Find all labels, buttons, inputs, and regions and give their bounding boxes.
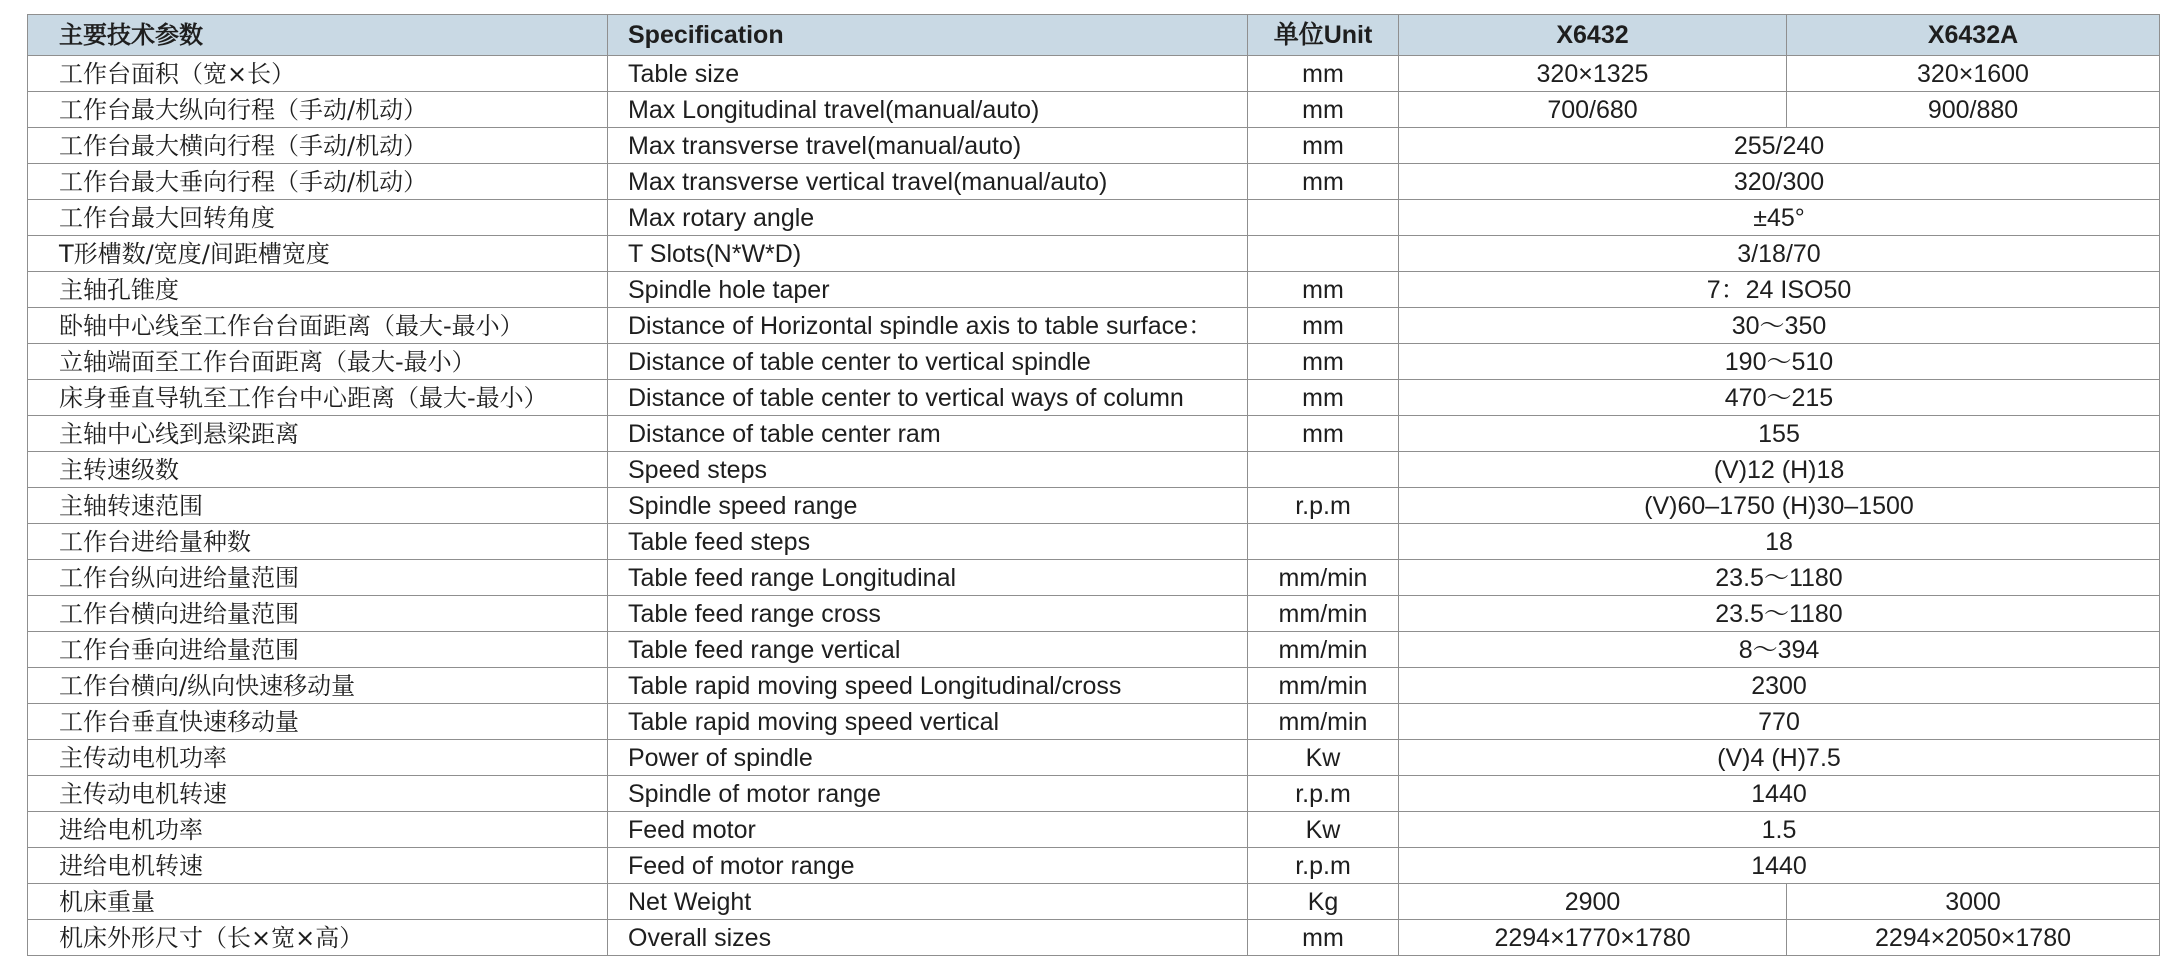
param-value-x6432a: 3000 (1787, 884, 2160, 920)
table-row (28, 668, 2160, 704)
table-row (28, 524, 2160, 560)
table-row (28, 488, 2160, 524)
param-unit: mm (1248, 92, 1399, 128)
param-unit: mm (1248, 308, 1399, 344)
param-name-en: Table feed range Longitudinal (608, 560, 1248, 596)
param-value-shared: 770 (1399, 704, 2160, 740)
param-value-shared: 8～394 (1399, 632, 2160, 668)
param-value-x6432a: 900/880 (1787, 92, 2160, 128)
param-name-en: Overall sizes (608, 920, 1248, 956)
table-row (28, 704, 2160, 740)
param-name-cn: 工作台垂直快速移动量 (28, 704, 608, 740)
param-name-cn: 主转速级数 (28, 452, 608, 488)
param-name-en: Table rapid moving speed vertical (608, 704, 1248, 740)
param-name-cn: 工作台最大横向行程（手动/机动） (28, 128, 608, 164)
param-value-x6432a: 320×1600 (1787, 56, 2160, 92)
param-value-shared: 190～510 (1399, 344, 2160, 380)
param-value-shared: ±45° (1399, 200, 2160, 236)
spec-table (27, 14, 2160, 956)
param-name-cn: 工作台进给量种数 (28, 524, 608, 560)
table-row (28, 560, 2160, 596)
param-name-en: Table size (608, 56, 1248, 92)
table-row (28, 272, 2160, 308)
param-name-en: Distance of Horizontal spindle axis to table surface： (608, 308, 1248, 344)
param-value-shared: (V)12 (H)18 (1399, 452, 2160, 488)
param-unit: Kw (1248, 812, 1399, 848)
table-row (28, 416, 2160, 452)
param-name-cn: 主传动电机转速 (28, 776, 608, 812)
param-name-en: Table feed range cross (608, 596, 1248, 632)
param-unit: Kg (1248, 884, 1399, 920)
table-row (28, 812, 2160, 848)
param-name-en: Distance of table center to vertical spindle (608, 344, 1248, 380)
param-name-en: Speed steps (608, 452, 1248, 488)
param-unit: mm/min (1248, 560, 1399, 596)
param-name-en: Feed motor (608, 812, 1248, 848)
param-value-shared: 320/300 (1399, 164, 2160, 200)
param-name-en: Spindle speed range (608, 488, 1248, 524)
param-unit: r.p.m (1248, 848, 1399, 884)
param-name-en: Table feed steps (608, 524, 1248, 560)
table-row (28, 380, 2160, 416)
param-value-shared: 18 (1399, 524, 2160, 560)
param-name-cn: 主轴转速范围 (28, 488, 608, 524)
param-unit: mm/min (1248, 596, 1399, 632)
param-unit: mm (1248, 56, 1399, 92)
table-row (28, 128, 2160, 164)
param-value-shared: 155 (1399, 416, 2160, 452)
header-model-x6432: X6432 (1399, 15, 1787, 56)
param-unit: mm (1248, 272, 1399, 308)
param-unit: r.p.m (1248, 776, 1399, 812)
table-row (28, 452, 2160, 488)
param-unit: mm/min (1248, 668, 1399, 704)
param-value-shared: 1.5 (1399, 812, 2160, 848)
param-name-en: Max transverse travel(manual/auto) (608, 128, 1248, 164)
header-cn: 主要技术参数 (28, 15, 608, 56)
table-row (28, 848, 2160, 884)
param-value-x6432: 320×1325 (1399, 56, 1787, 92)
param-value-shared: 1440 (1399, 848, 2160, 884)
param-unit: Kw (1248, 740, 1399, 776)
param-name-cn: 工作台横向/纵向快速移动量 (28, 668, 608, 704)
param-name-cn: 工作台横向进给量范围 (28, 596, 608, 632)
param-unit (1248, 236, 1399, 272)
param-name-en: Net Weight (608, 884, 1248, 920)
table-row (28, 740, 2160, 776)
param-name-cn: 工作台面积（宽×长） (28, 56, 608, 92)
table-row (28, 236, 2160, 272)
param-name-cn: 机床外形尺寸（长×宽×高） (28, 920, 608, 956)
param-value-x6432: 2900 (1399, 884, 1787, 920)
param-name-cn: 进给电机转速 (28, 848, 608, 884)
param-name-cn: 床身垂直导轨至工作台中心距离（最大-最小） (28, 380, 608, 416)
table-row (28, 596, 2160, 632)
param-unit: mm (1248, 344, 1399, 380)
param-value-shared: (V)4 (H)7.5 (1399, 740, 2160, 776)
param-name-cn: 进给电机功率 (28, 812, 608, 848)
param-name-en: Distance of table center ram (608, 416, 1248, 452)
param-name-en: Power of spindle (608, 740, 1248, 776)
param-name-cn: 工作台最大垂向行程（手动/机动） (28, 164, 608, 200)
param-value-shared: 30～350 (1399, 308, 2160, 344)
header-model-x6432a: X6432A (1787, 15, 2160, 56)
param-name-en: Max Longitudinal travel(manual/auto) (608, 92, 1248, 128)
table-row (28, 920, 2160, 956)
param-value-shared: 1440 (1399, 776, 2160, 812)
param-unit: mm (1248, 416, 1399, 452)
param-value-shared: 2300 (1399, 668, 2160, 704)
param-value-x6432: 2294×1770×1780 (1399, 920, 1787, 956)
param-name-cn: 主轴孔锥度 (28, 272, 608, 308)
param-unit: mm (1248, 128, 1399, 164)
param-unit (1248, 200, 1399, 236)
param-unit: r.p.m (1248, 488, 1399, 524)
param-name-cn: 工作台垂向进给量范围 (28, 632, 608, 668)
param-name-cn: 主轴中心线到悬梁距离 (28, 416, 608, 452)
param-name-cn: 工作台纵向进给量范围 (28, 560, 608, 596)
param-name-cn: 机床重量 (28, 884, 608, 920)
table-row (28, 164, 2160, 200)
table-row (28, 344, 2160, 380)
param-name-en: Feed of motor range (608, 848, 1248, 884)
param-value-x6432a: 2294×2050×1780 (1787, 920, 2160, 956)
param-unit: mm (1248, 380, 1399, 416)
param-value-shared: (V)60–1750 (H)30–1500 (1399, 488, 2160, 524)
param-value-shared: 3/18/70 (1399, 236, 2160, 272)
param-name-en: Table rapid moving speed Longitudinal/cross (608, 668, 1248, 704)
header-row (28, 15, 2160, 56)
param-value-shared: 255/240 (1399, 128, 2160, 164)
param-name-en: Table feed range vertical (608, 632, 1248, 668)
table-row (28, 200, 2160, 236)
param-value-x6432: 700/680 (1399, 92, 1787, 128)
param-unit (1248, 524, 1399, 560)
spec-body (28, 56, 2160, 956)
param-unit: mm/min (1248, 704, 1399, 740)
param-value-shared: 23.5～1180 (1399, 560, 2160, 596)
param-name-en: Max transverse vertical travel(manual/auto) (608, 164, 1248, 200)
header-spec: Specification (608, 15, 1248, 56)
param-unit: mm (1248, 164, 1399, 200)
param-name-en: Spindle of motor range (608, 776, 1248, 812)
param-name-cn: 卧轴中心线至工作台台面距离（最大-最小） (28, 308, 608, 344)
param-unit (1248, 452, 1399, 488)
param-name-cn: T形槽数/宽度/间距槽宽度 (28, 236, 608, 272)
table-row (28, 632, 2160, 668)
table-row (28, 884, 2160, 920)
param-name-en: T Slots(N*W*D) (608, 236, 1248, 272)
param-name-cn: 工作台最大纵向行程（手动/机动） (28, 92, 608, 128)
param-name-en: Spindle hole taper (608, 272, 1248, 308)
table-row (28, 56, 2160, 92)
param-value-shared: 470～215 (1399, 380, 2160, 416)
param-name-cn: 主传动电机功率 (28, 740, 608, 776)
param-name-en: Max rotary angle (608, 200, 1248, 236)
param-name-cn: 立轴端面至工作台面距离（最大-最小） (28, 344, 608, 380)
table-row (28, 308, 2160, 344)
param-value-shared: 23.5～1180 (1399, 596, 2160, 632)
param-value-shared: 7：24 ISO50 (1399, 272, 2160, 308)
param-unit: mm (1248, 920, 1399, 956)
param-name-en: Distance of table center to vertical ways of column (608, 380, 1248, 416)
table-row (28, 776, 2160, 812)
header-unit: 单位Unit (1248, 15, 1399, 56)
table-row (28, 92, 2160, 128)
param-name-cn: 工作台最大回转角度 (28, 200, 608, 236)
param-unit: mm/min (1248, 632, 1399, 668)
